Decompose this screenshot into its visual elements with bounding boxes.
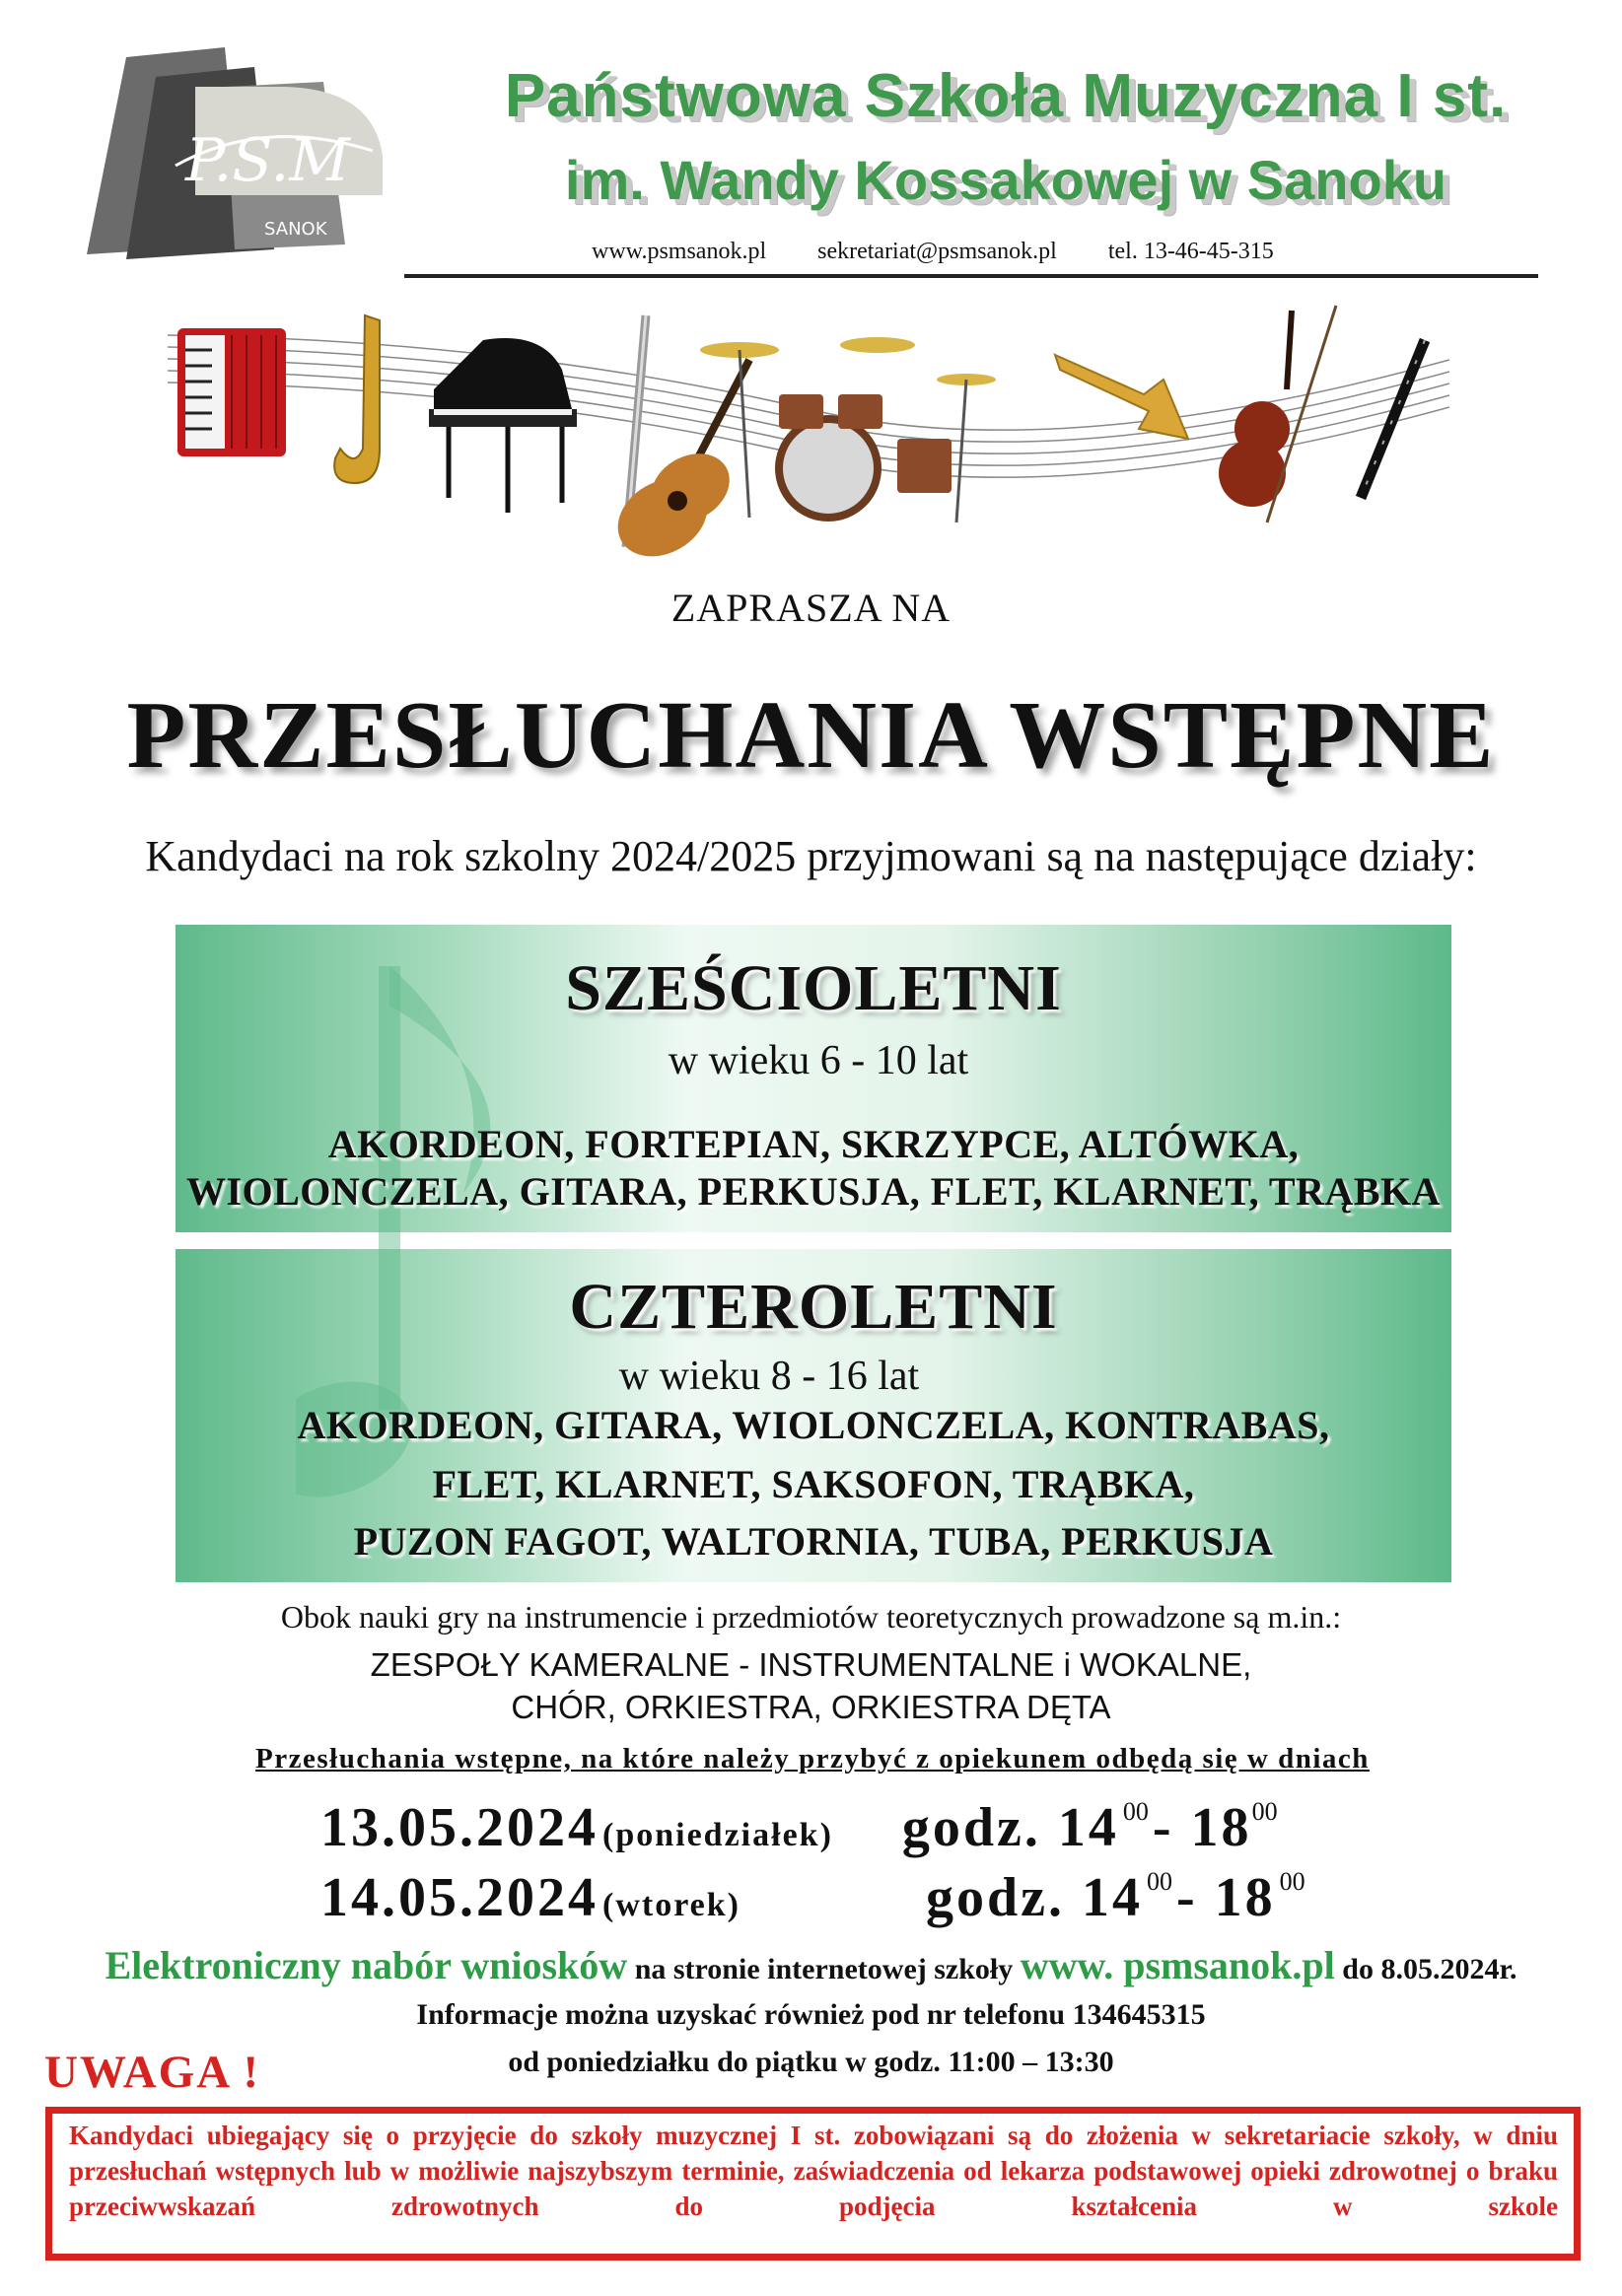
hours-end-1: - 18	[1152, 1797, 1252, 1858]
saxophone-icon	[334, 315, 380, 483]
section-age-six-year: w wieku 6 - 10 lat	[668, 1038, 969, 1083]
candidates-intro: Kandydaci na rok szkolny 2024/2025 przyjmowani są na następujące działy:	[145, 832, 1477, 880]
hours-start-2: godz. 14	[926, 1867, 1143, 1928]
extra-info: Obok nauki gry na instrumencie i przedmiotów teoretycznych prowadzone są m.in.:	[280, 1599, 1342, 1635]
warning-text: Kandydaci ubiegający się o przyjęcie do szkoły muzycznej I st. zobowiązani są do złożenia w sekretariacie szkoły, w dniu przesłuchań wstępnych lub w możliwie najszybszym terminie, zaświadczenia od lekarza podstawowej opieki zdrowotnej o braku przeciwwskazań zdrowotnych do podjęcia kształcenia w szkole	[69, 2121, 1558, 2221]
enrollment-line	[0, 1942, 1622, 1988]
section-title-four-year: CZTEROLETNI	[569, 1271, 1058, 1343]
phone-info: Informacje można uzyskać również pod nr telefonu 134645315	[416, 1998, 1206, 2031]
hours-start-1: godz. 14	[901, 1797, 1119, 1858]
headline: PRZESŁUCHANIA WSTĘPNE	[126, 682, 1496, 789]
day-1: (poniedziałek)	[602, 1817, 833, 1853]
school-name-line1: Państwowa Szkoła Muzyczna I st.	[504, 62, 1508, 130]
phone-text: tel. 13-46-45-315	[1107, 239, 1274, 264]
hours-info: od poniedziałku do piątku w godz. 11:00 – 13:30	[508, 2046, 1114, 2078]
hours-end-min-2: 00	[1279, 1867, 1305, 1896]
violin-icon	[1219, 306, 1336, 522]
section-instruments-four-year-3: PUZON FAGOT, WALTORNIA, TUBA, PERKUSJA	[353, 1519, 1274, 1564]
trumpet-icon	[1055, 355, 1188, 439]
section-instruments-four-year-2: FLET, KLARNET, SAKSOFON, TRĄBKA,	[432, 1462, 1195, 1506]
logo-sanok: SANOK	[264, 219, 327, 240]
section-instruments-four-year-1: AKORDEON, GITARA, WIOLONCZELA, KONTRABAS,	[297, 1403, 1330, 1447]
school-name-line2: im. Wandy Kossakowej w Sanoku	[564, 149, 1447, 211]
section-instruments-six-year-1: AKORDEON, FORTEPIAN, SKRZYPCE, ALTÓWKA,	[327, 1122, 1300, 1166]
logo-letters: P.S.M	[185, 126, 350, 195]
header-divider	[404, 274, 1538, 278]
ensembles-line2: CHÓR, ORKIESTRA, ORKIESTRA DĘTA	[511, 1689, 1111, 1725]
hours-end-min-1: 00	[1251, 1797, 1278, 1826]
piano-icon	[429, 338, 577, 513]
invite-text: ZAPRASZA NA	[670, 586, 952, 630]
ensembles-line1: ZESPOŁY KAMERALNE - INSTRUMENTALNE i WOKALNE,	[370, 1646, 1252, 1683]
accordion-icon	[177, 328, 286, 456]
enrollment-deadline: do 8.05.2024r.	[1334, 1953, 1517, 1985]
enrollment-mid: na stronie internetowej szkoły	[627, 1953, 1021, 1985]
date-1: 13.05.2024	[320, 1797, 599, 1858]
date-row-1	[320, 1796, 1504, 1859]
enrollment-website-link[interactable]: www. psmsanok.pl	[1020, 1943, 1335, 1987]
clarinet-icon	[1361, 340, 1425, 498]
auditions-note: Przesłuchania wstępne, na które należy przybyć z opiekunem odbędą się w dniach	[255, 1743, 1370, 1774]
section-age-four-year: w wieku 8 - 16 lat	[618, 1354, 920, 1399]
website-link[interactable]: www.psmsanok.pl	[592, 239, 767, 264]
instruments-banner	[168, 301, 1449, 567]
section-title-six-year: SZEŚCIOLETNI	[565, 952, 1062, 1024]
school-logo	[87, 47, 402, 264]
section-instruments-six-year-2: WIOLONCZELA, GITARA, PERKUSJA, FLET, KLARNET, TRĄBKA	[185, 1169, 1442, 1214]
date-row-2	[320, 1866, 1504, 1929]
email-link[interactable]: sekretariat@psmsanok.pl	[817, 239, 1057, 264]
date-2: 14.05.2024	[320, 1867, 599, 1928]
warning-label: UWAGA !	[44, 2047, 260, 2098]
hours-start-min-2: 00	[1147, 1867, 1172, 1896]
hours-start-min-1: 00	[1122, 1797, 1149, 1826]
day-2: (wtorek)	[602, 1887, 740, 1923]
enrollment-label: Elektroniczny nabór wniosków	[105, 1943, 628, 1987]
contacts	[592, 239, 1538, 265]
hours-end-2: - 18	[1176, 1867, 1276, 1928]
